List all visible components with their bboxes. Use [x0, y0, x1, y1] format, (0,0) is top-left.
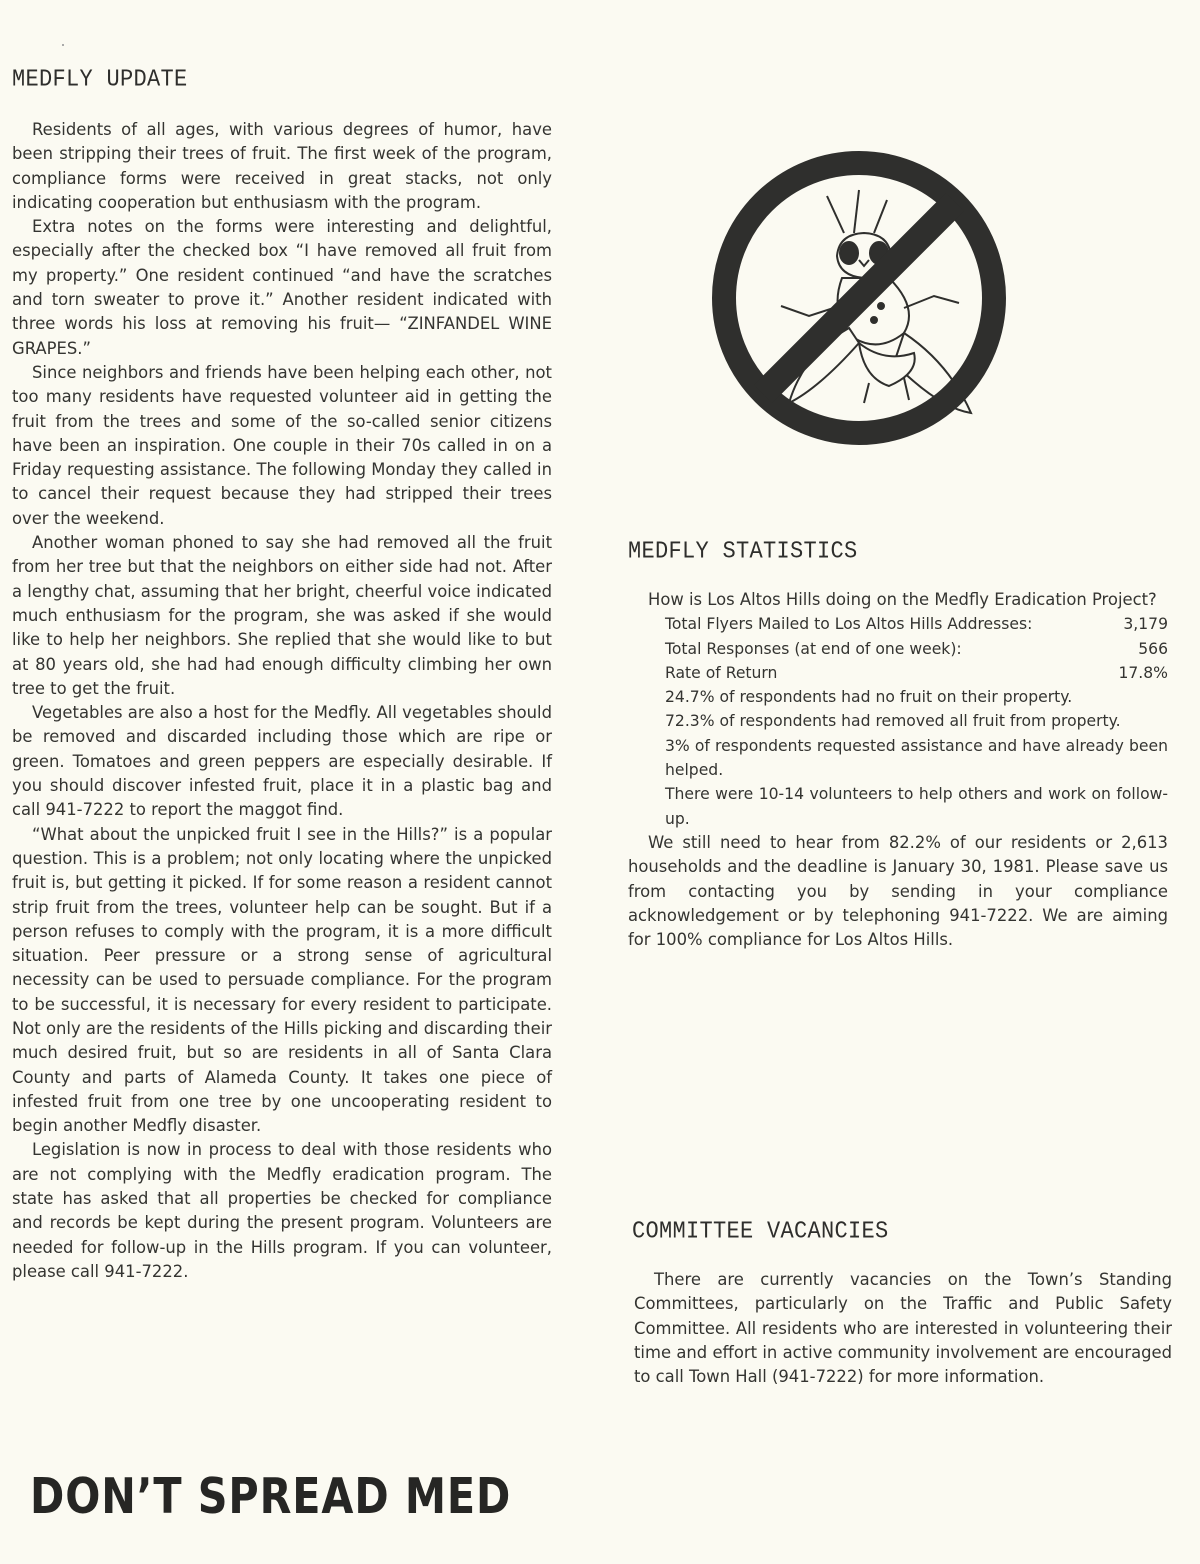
stat-label: Total Responses (at end of one week): — [665, 639, 962, 658]
no-medfly-icon — [709, 138, 1009, 458]
article-paragraph: Extra notes on the forms were interesting and delightful, especially after the checked box “I have removed all fruit from my property.” One resident continued “and have the scratches and torn sweater to prove it.” Another resident indicated with three words his loss at removing his fruit— “ZINFANDEL WINE GRAPES.” — [12, 217, 552, 358]
stat-note: 72.3% of respondents had removed all fruit from property. — [665, 712, 1121, 731]
table-row — [665, 637, 1168, 661]
scan-speck — [62, 44, 64, 46]
committee-vacancies-section — [634, 1268, 1172, 1389]
stat-value: 3,179 — [1123, 615, 1168, 634]
stat-label: Total Flyers Mailed to Los Altos Hills Addresses: — [665, 615, 1033, 634]
article-paragraph: Another woman phoned to say she had removed all the fruit from her tree but that the neighbors on either side had not. After a lengthy chat, assuming that her bright, cheerful voice indicated much enthusiasm for the program, she was asked if she would like to help her neighbors. She replied that she would like to but at 80 years old, she had had enough difficulty climbing her own tree to get the fruit. — [12, 533, 552, 698]
stat-note: There were 10-14 volunteers to help others and work on follow-up. — [665, 785, 1168, 828]
medfly-update-article — [12, 118, 552, 1284]
stat-label: Rate of Return — [665, 663, 778, 682]
article-paragraph: “What about the unpicked fruit I see in the Hills?” is a popular question. This is a problem; not only locating where the unpicked fruit is, but getting it picked. If for some reason a resident cannot strip fruit from the trees, volunteer help can be sought. But if a person refuses to comply with the program, it is a more difficult situation. Peer pressure or a strong sense of agricultural necessity can be used to persuade compliance. For the program to be successful, it is necessary for every resident to participate. Not only are the residents of the Hills picking and discarding their much desired fruit, but so are residents in all of Santa Clara County and parts of Alameda County. It takes one piece of infested fruit from one tree by one uncooperating resident to begin another Medfly disaster. — [12, 824, 552, 1136]
stats-intro: How is Los Altos Hills doing on the Medfly Eradication Project? — [648, 590, 1157, 609]
stats-closing: We still need to hear from 82.2% of our residents or 2,613 households and the deadline is January 30, 1981. Please save us from contacting you by sending in your compliance acknowledgement or by telephoning 941-7222. We are aiming for 100% compliance for Los Altos Hills. — [628, 832, 1168, 950]
stat-value: 17.8% — [1118, 663, 1168, 682]
stat-value: 566 — [1138, 639, 1168, 658]
table-row — [665, 661, 1168, 685]
article-paragraph: Legislation is now in process to deal with those residents who are not complying with the Medfly eradication program. The state has asked that all properties be checked for compliance and records be kept during the present program. Volunteers are needed for follow-up in the Hills program. If you can volunteer, please call 941-7222. — [12, 1140, 552, 1281]
table-row — [665, 612, 1168, 636]
article-paragraph: Since neighbors and friends have been helping each other, not too many residents have requested volunteer aid in getting the fruit from the trees and some of the so-called senior citizens have been an inspiration. One couple in their 70s called in on a Friday requesting assistance. The following Monday they called in to cancel their request because they had stripped their trees over the weekend. — [12, 362, 552, 528]
medfly-update-heading: MEDFLY UPDATE — [12, 66, 188, 93]
medfly-statistics-section — [628, 588, 1168, 952]
article-paragraph: Residents of all ages, with various degrees of humor, have been stripping their trees of fruit. The first week of the program, compliance forms were received in great stacks, not only indicating cooperation but enthusiasm with the program. — [12, 120, 552, 212]
dont-spread-banner: DON’T SPREAD MED — [30, 1468, 512, 1526]
stat-note: 3% of respondents requested assistance and have already been helped. — [665, 736, 1168, 780]
stat-note: 24.7% of respondents had no fruit on their property. — [665, 688, 1073, 707]
committee-vacancies-heading: COMMITTEE VACANCIES — [632, 1218, 889, 1245]
medfly-statistics-heading: MEDFLY STATISTICS — [628, 538, 858, 565]
article-paragraph: Vegetables are also a host for the Medfly. All vegetables should be removed and discarded including those which are ripe or green. Tomatoes and green peppers are especially desirable. If you should discover infested fruit, place it in a plastic bag and call 941-7222 to report the maggot find. — [12, 703, 552, 820]
stats-table — [665, 612, 1168, 685]
vacancies-body: There are currently vacancies on the Town’s Standing Committees, particularly on the Traffic and Public Safety Committee. All residents who are interested in volunteering their time and effort in active community involvement are encouraged to call Town Hall (941-7222) for more information. — [634, 1270, 1172, 1387]
